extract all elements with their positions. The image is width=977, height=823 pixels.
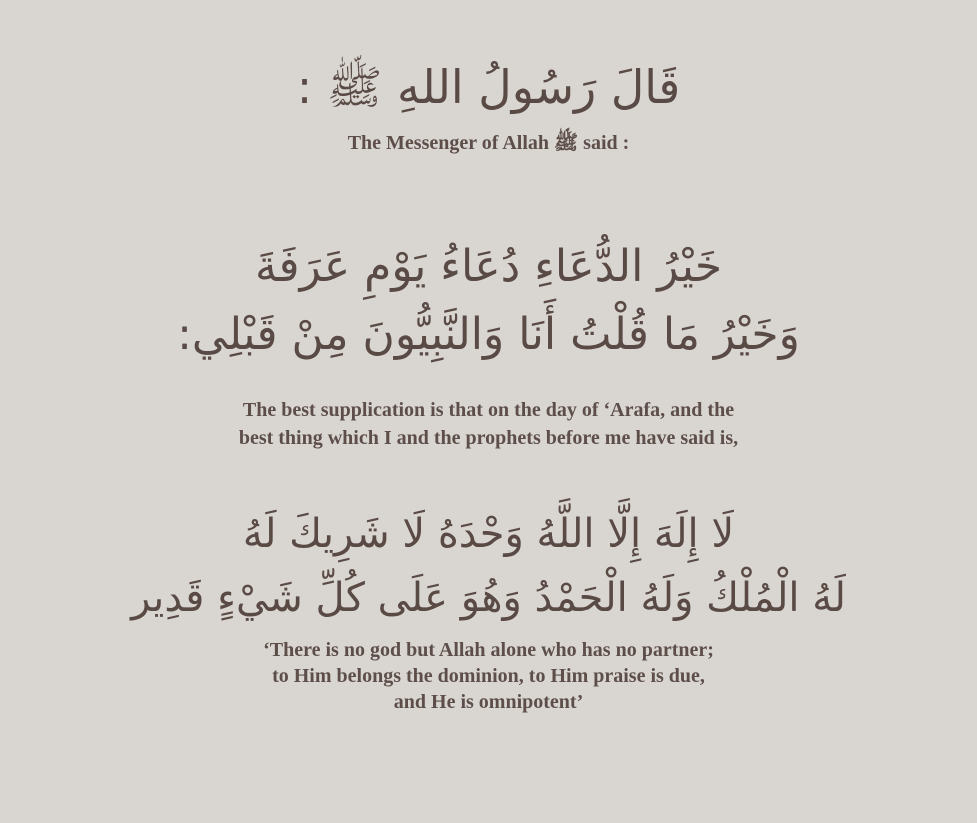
dhikr-english-line-1: ‘There is no god but Allah alone who has no partner; (263, 639, 714, 661)
heading-english: The Messenger of Allah ﷺ said : (347, 132, 630, 154)
dhikr-english-line-2: to Him belongs the dominion, to Him praise is due, (272, 665, 705, 687)
dhikr-english-line-3: and He is omnipotent’ (393, 691, 584, 713)
hadith-arabic-line-1: خَيْرُ الدُّعَاءِ دُعَاءُ يَوْمِ عَرَفَةَ (254, 241, 723, 292)
heading-arabic: قَالَ رَسُولُ اللهِ ﷺ : (296, 60, 681, 114)
hadith-english-line-1: The best supplication is that on the day of ‘Arafa, and the (242, 399, 735, 421)
dhikr-arabic-line-2: لَهُ الْمُلْكُ وَلَهُ الْحَمْدُ وَهُوَ عَلَى كُلِّ شَيْءٍ قَدِير (131, 575, 846, 621)
hadith-arabic-line-2: وَخَيْرُ مَا قُلْتُ أَنَا وَالنَّبِيُّونَ مِنْ قَبْلِي: (177, 309, 800, 360)
hadith-english-line-2: best thing which I and the prophets before me have said is, (238, 427, 739, 449)
dhikr-arabic-line-1: لَا إِلَهَ إِلَّا اللَّهُ وَحْدَهُ لَا شَرِيكَ لَهُ (242, 511, 735, 557)
